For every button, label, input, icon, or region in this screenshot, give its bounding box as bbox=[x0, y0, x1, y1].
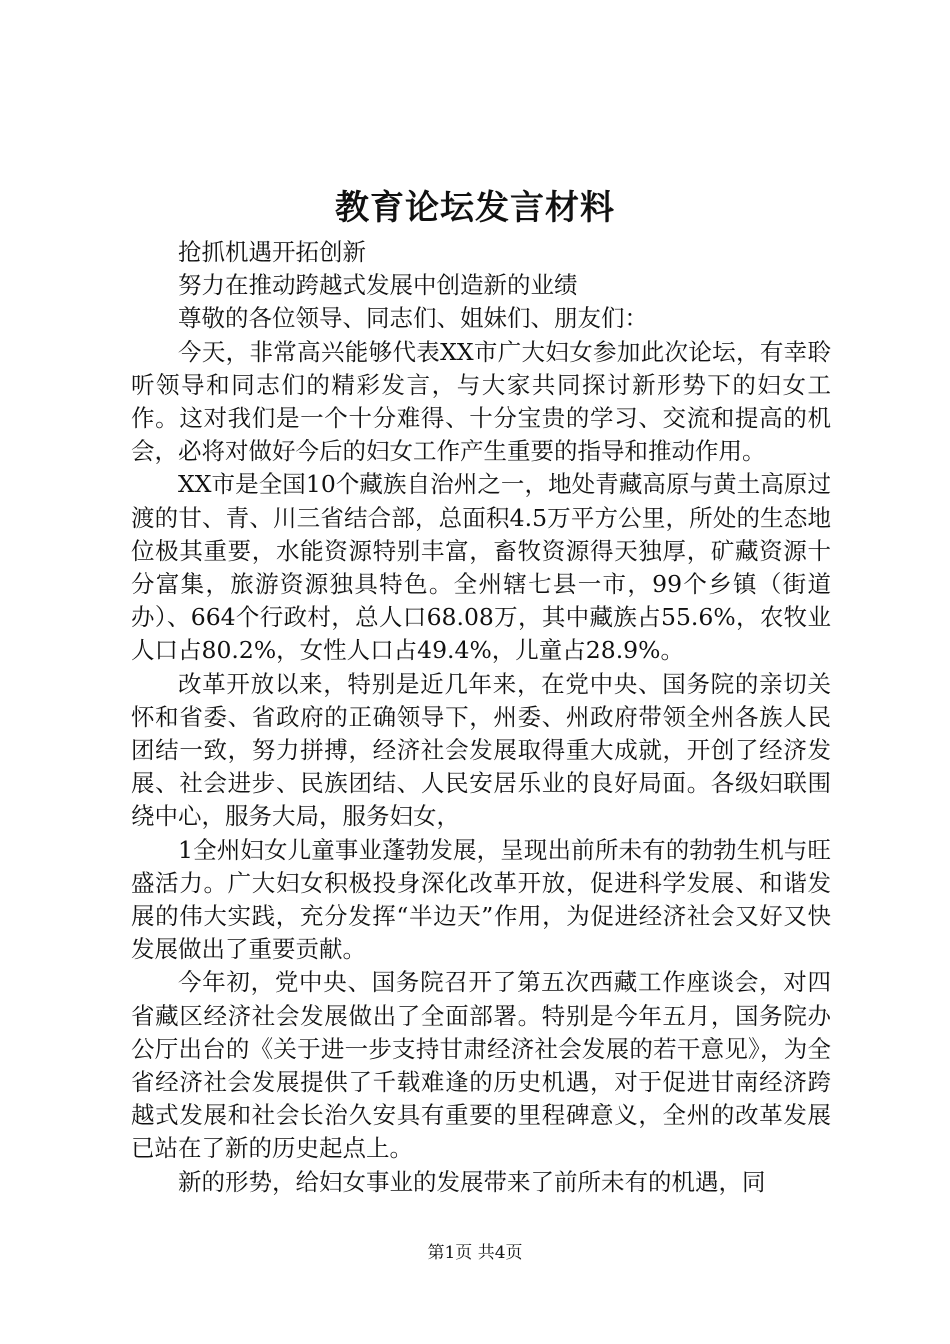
subtitle-line-2: 努力在推动跨越式发展中创造新的业绩 bbox=[178, 271, 578, 300]
body-paragraph: 今天，非常高兴能够代表XX市广大妇女参加此次论坛，有幸聆听领导和同志们的精彩发言，与大家共同探讨新形势下的妇女工作。这对我们是一个十分难得、十分宝贵的学习、交流和提高的机会，必将对做好今后的妇女工作产生重要的指导和推动作用。 bbox=[131, 337, 831, 466]
subtitle-line-1: 抢抓机遇开拓创新 bbox=[178, 238, 366, 266]
body-paragraph: 1全州妇女儿童事业蓬勃发展，呈现出前所未有的勃勃生机与旺盛活力。广大妇女积极投身深化改革开放，促进科学发展、和谐发展的伟大实践，充分发挥“半边天”作用，为促进经济社会又好又快发展做出了重要贡献。 bbox=[131, 835, 831, 964]
body-paragraph: 改革开放以来，特别是近几年来，在党中央、国务院的亲切关怀和省委、省政府的正确领导下，州委、州政府带领全州各族人民团结一致，努力拼搏，经济社会发展取得重大成就，开创了经济发展、社会进步、民族团结、人民安居乐业的良好局面。各级妇联围绕中心，服务大局，服务妇女， bbox=[131, 669, 831, 831]
page-number-footer: 第1页 共4页 bbox=[427, 1243, 523, 1263]
body-paragraph: XX市是全国10个藏族自治州之一，地处青藏高原与黄土高原过渡的甘、青、川三省结合部，总面积4.5万平方公里，所处的生态地位极其重要，水能资源特别丰富，畜牧资源得天独厚，矿藏资源十分富集，旅游资源独具特色。全州辖七县一市，99个乡镇（街道办）、664个行政村，总人口68.08万，其中藏族占55.6%，农牧业人口占80.2%，女性人口占49.4%，儿童占28.9%。 bbox=[131, 470, 831, 665]
document-title: 教育论坛发言材料 bbox=[335, 188, 615, 228]
document-body bbox=[131, 236, 831, 1199]
body-paragraph: 今年初，党中央、国务院召开了第五次西藏工作座谈会，对四省藏区经济社会发展做出了全面部署。特别是今年五月，国务院办公厅出台的《关于进一步支持甘肃经济社会发展的若干意见》，为全省经济社会发展提供了千载难逢的历史机遇，对于促进甘南经济跨越式发展和社会长治久安具有重要的里程碑意义，全州的改革发展已站在了新的历史起点上。 bbox=[131, 968, 831, 1163]
body-paragraph: 新的形势，给妇女事业的发展带来了前所未有的机遇，同 bbox=[178, 1167, 766, 1196]
salutation: 尊敬的各位领导、同志们、姐妹们、朋友们： bbox=[178, 304, 648, 333]
